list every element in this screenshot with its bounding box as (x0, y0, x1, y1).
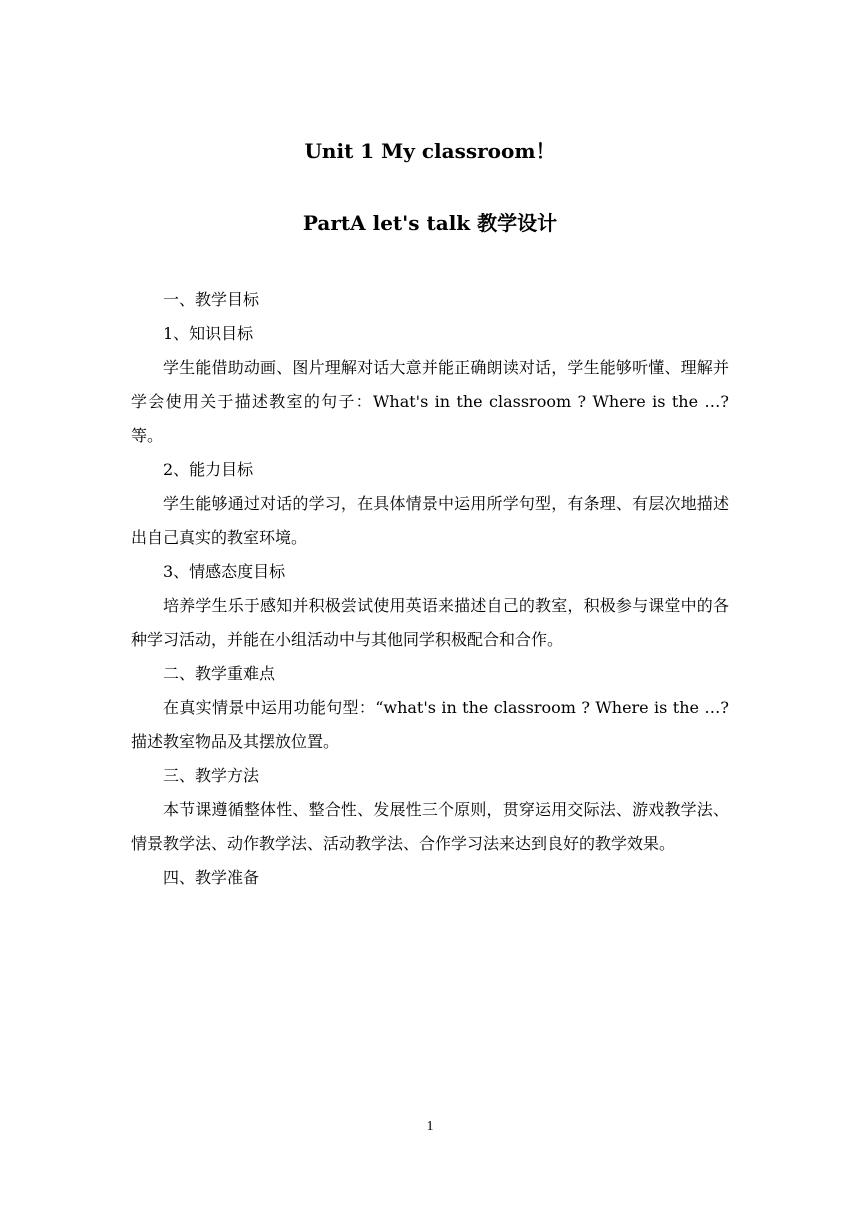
paragraph-knowledge-objective: 学生能借助动画、图片理解对话大意并能正确朗读对话，学生能够听懂、理解并学会使用关于描述教室的句子：What's in the classroom ? Where is the …?等。 (131, 358, 729, 445)
paragraph-ability-objective: 学生能够通过对话的学习，在具体情景中运用所学句型，有条理、有层次地描述出自己真实的教室环境。 (131, 494, 729, 547)
section-heading-preparation: 四、教学准备 (163, 868, 260, 887)
section-heading-objectives: 一、教学目标 (163, 290, 260, 309)
document-body (131, 283, 729, 895)
subheading-emotion-objective: 3、情感态度目标 (163, 562, 286, 581)
paragraph-key-points: 在真实情景中运用功能句型：“what's in the classroom ? Where is the …? 描述教室物品及其摆放位置。 (131, 698, 729, 751)
paragraph-emotion-objective: 培养学生乐于感知并积极尝试使用英语来描述自己的教室，积极参与课堂中的各种学习活动，并能在小组活动中与其他同学积极配合和合作。 (131, 596, 729, 649)
document-title: Unit 1 My classroom！ (304, 139, 556, 163)
section-heading-methods: 三、教学方法 (163, 766, 260, 785)
section-heading-key-points: 二、教学重难点 (163, 664, 276, 683)
document-subtitle: PartA let's talk 教学设计 (302, 211, 558, 235)
page-number: 1 (426, 1119, 434, 1134)
subheading-ability-objective: 2、能力目标 (163, 460, 254, 479)
paragraph-methods: 本节课遵循整体性、整合性、发展性三个原则，贯穿运用交际法、游戏教学法、情景教学法、动作教学法、活动教学法、合作学习法来达到良好的教学效果。 (131, 800, 729, 853)
subheading-knowledge-objective: 1、知识目标 (163, 324, 254, 343)
